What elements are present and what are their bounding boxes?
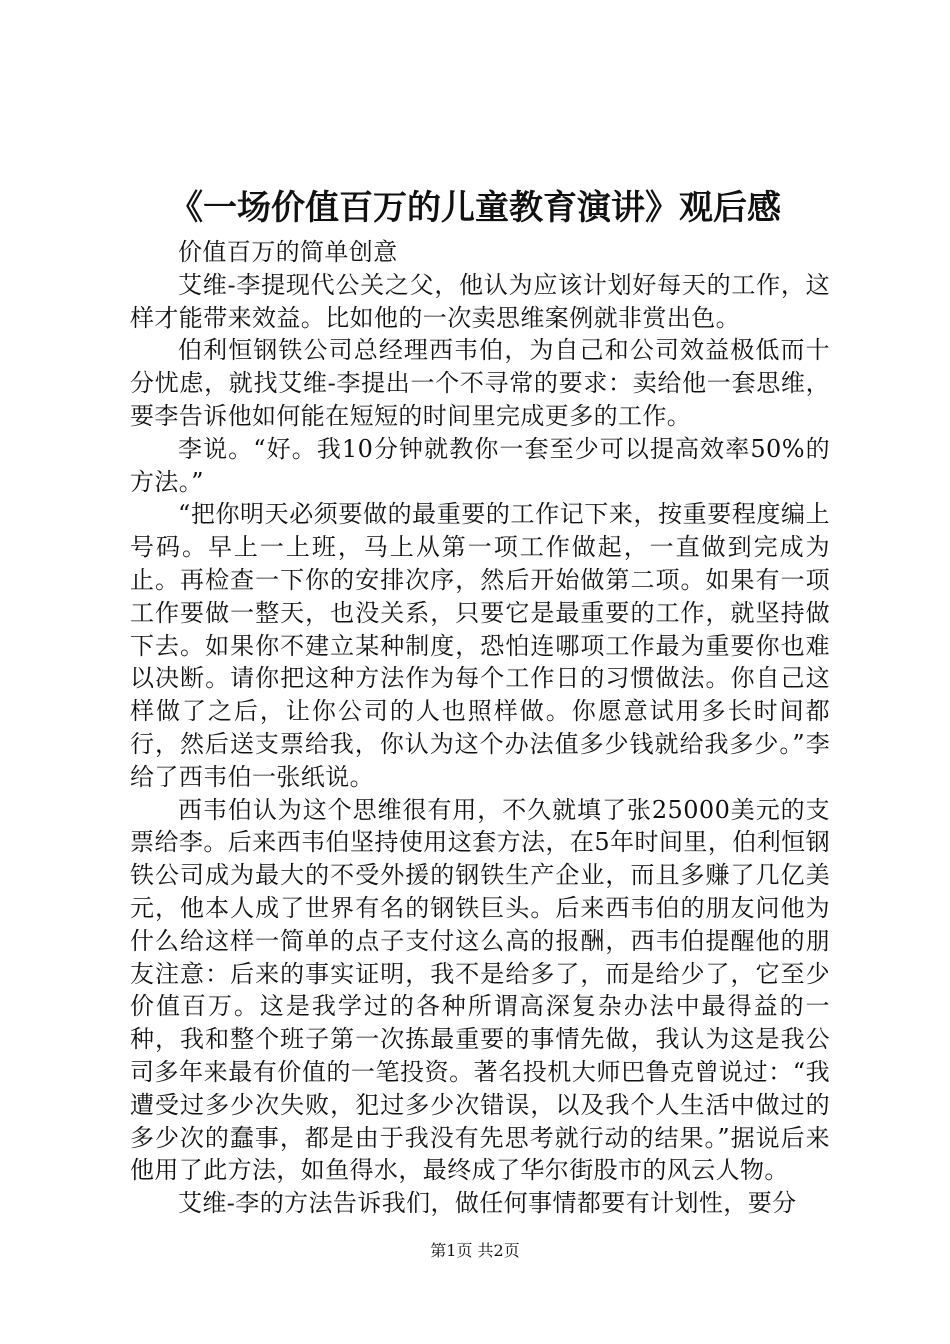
document-title: 《一场价值百万的儿童教育演讲》观后感 xyxy=(169,188,781,228)
paragraph: “把你明天必须要做的最重要的工作记下来，按重要程度编上号码。早上一上班，马上从第一项工作做起，一直做到完成为止。再检查一下你的安排次序，然后开始做第二项。如果有一项工作要做一整天，也没关系，只要它是最重要的工作，就坚持做下去。如果你不建立某种制度，恐怕连哪项工作最为重要你也难以决断。请你把这种方法作为每个工作日的习惯做法。你自己这样做了之后，让你公司的人也照样做。你愿意试用多长时间都行，然后送支票给我，你认为这个办法值多少钱就给我多少。”李给了西韦伯一张纸说。 xyxy=(130,500,830,791)
page-number-footer: 第1页 共2页 xyxy=(430,1241,520,1260)
document-body xyxy=(130,236,830,1220)
paragraph: 李说。“好。我10分钟就教你一套至少可以提高效率50%的方法。” xyxy=(130,434,830,496)
paragraph: 艾维-李提现代公关之父，他认为应该计划好每天的工作，这样才能带来效益。比如他的一次卖思维案例就非赏出色。 xyxy=(130,270,830,332)
paragraph-subheading: 价值百万的简单创意 xyxy=(178,238,398,266)
paragraph: 伯利恒钢铁公司总经理西韦伯，为自己和公司效益极低而十分忧虑，就找艾维-李提出一个不寻常的要求：卖给他一套思维，要李告诉他如何能在短短的时间里完成更多的工作。 xyxy=(130,336,830,430)
paragraph: 艾维-李的方法告诉我们，做任何事情都要有计划性，要分 xyxy=(178,1189,797,1218)
paragraph: 西韦伯认为这个思维很有用，不久就填了张25000美元的支票给李。后来西韦伯坚持使用这套方法，在5年时间里，伯利恒钢铁公司成为最大的不受外援的钢铁生产企业，而且多赚了几亿美元，他本人成了世界有名的钢铁巨头。后来西韦伯的朋友问他为什么给这样一简单的点子支付这么高的报酬，西韦伯提醒他的朋友注意：后来的事实证明，我不是给多了，而是给少了，它至少价值百万。这是我学过的各种所谓高深复杂办法中最得益的一种，我和整个班子第一次拣最重要的事情先做，我认为这是我公司多年来最有价值的一笔投资。著名投机大师巴鲁克曾说过：“我遭受过多少次失败，犯过多少次错误，以及我个人生活中做过的多少次的蠢事，都是由于我没有先思考就行动的结果。”据说后来他用了此方法，如鱼得水，最终成了华尔街股市的风云人物。 xyxy=(130,795,830,1185)
